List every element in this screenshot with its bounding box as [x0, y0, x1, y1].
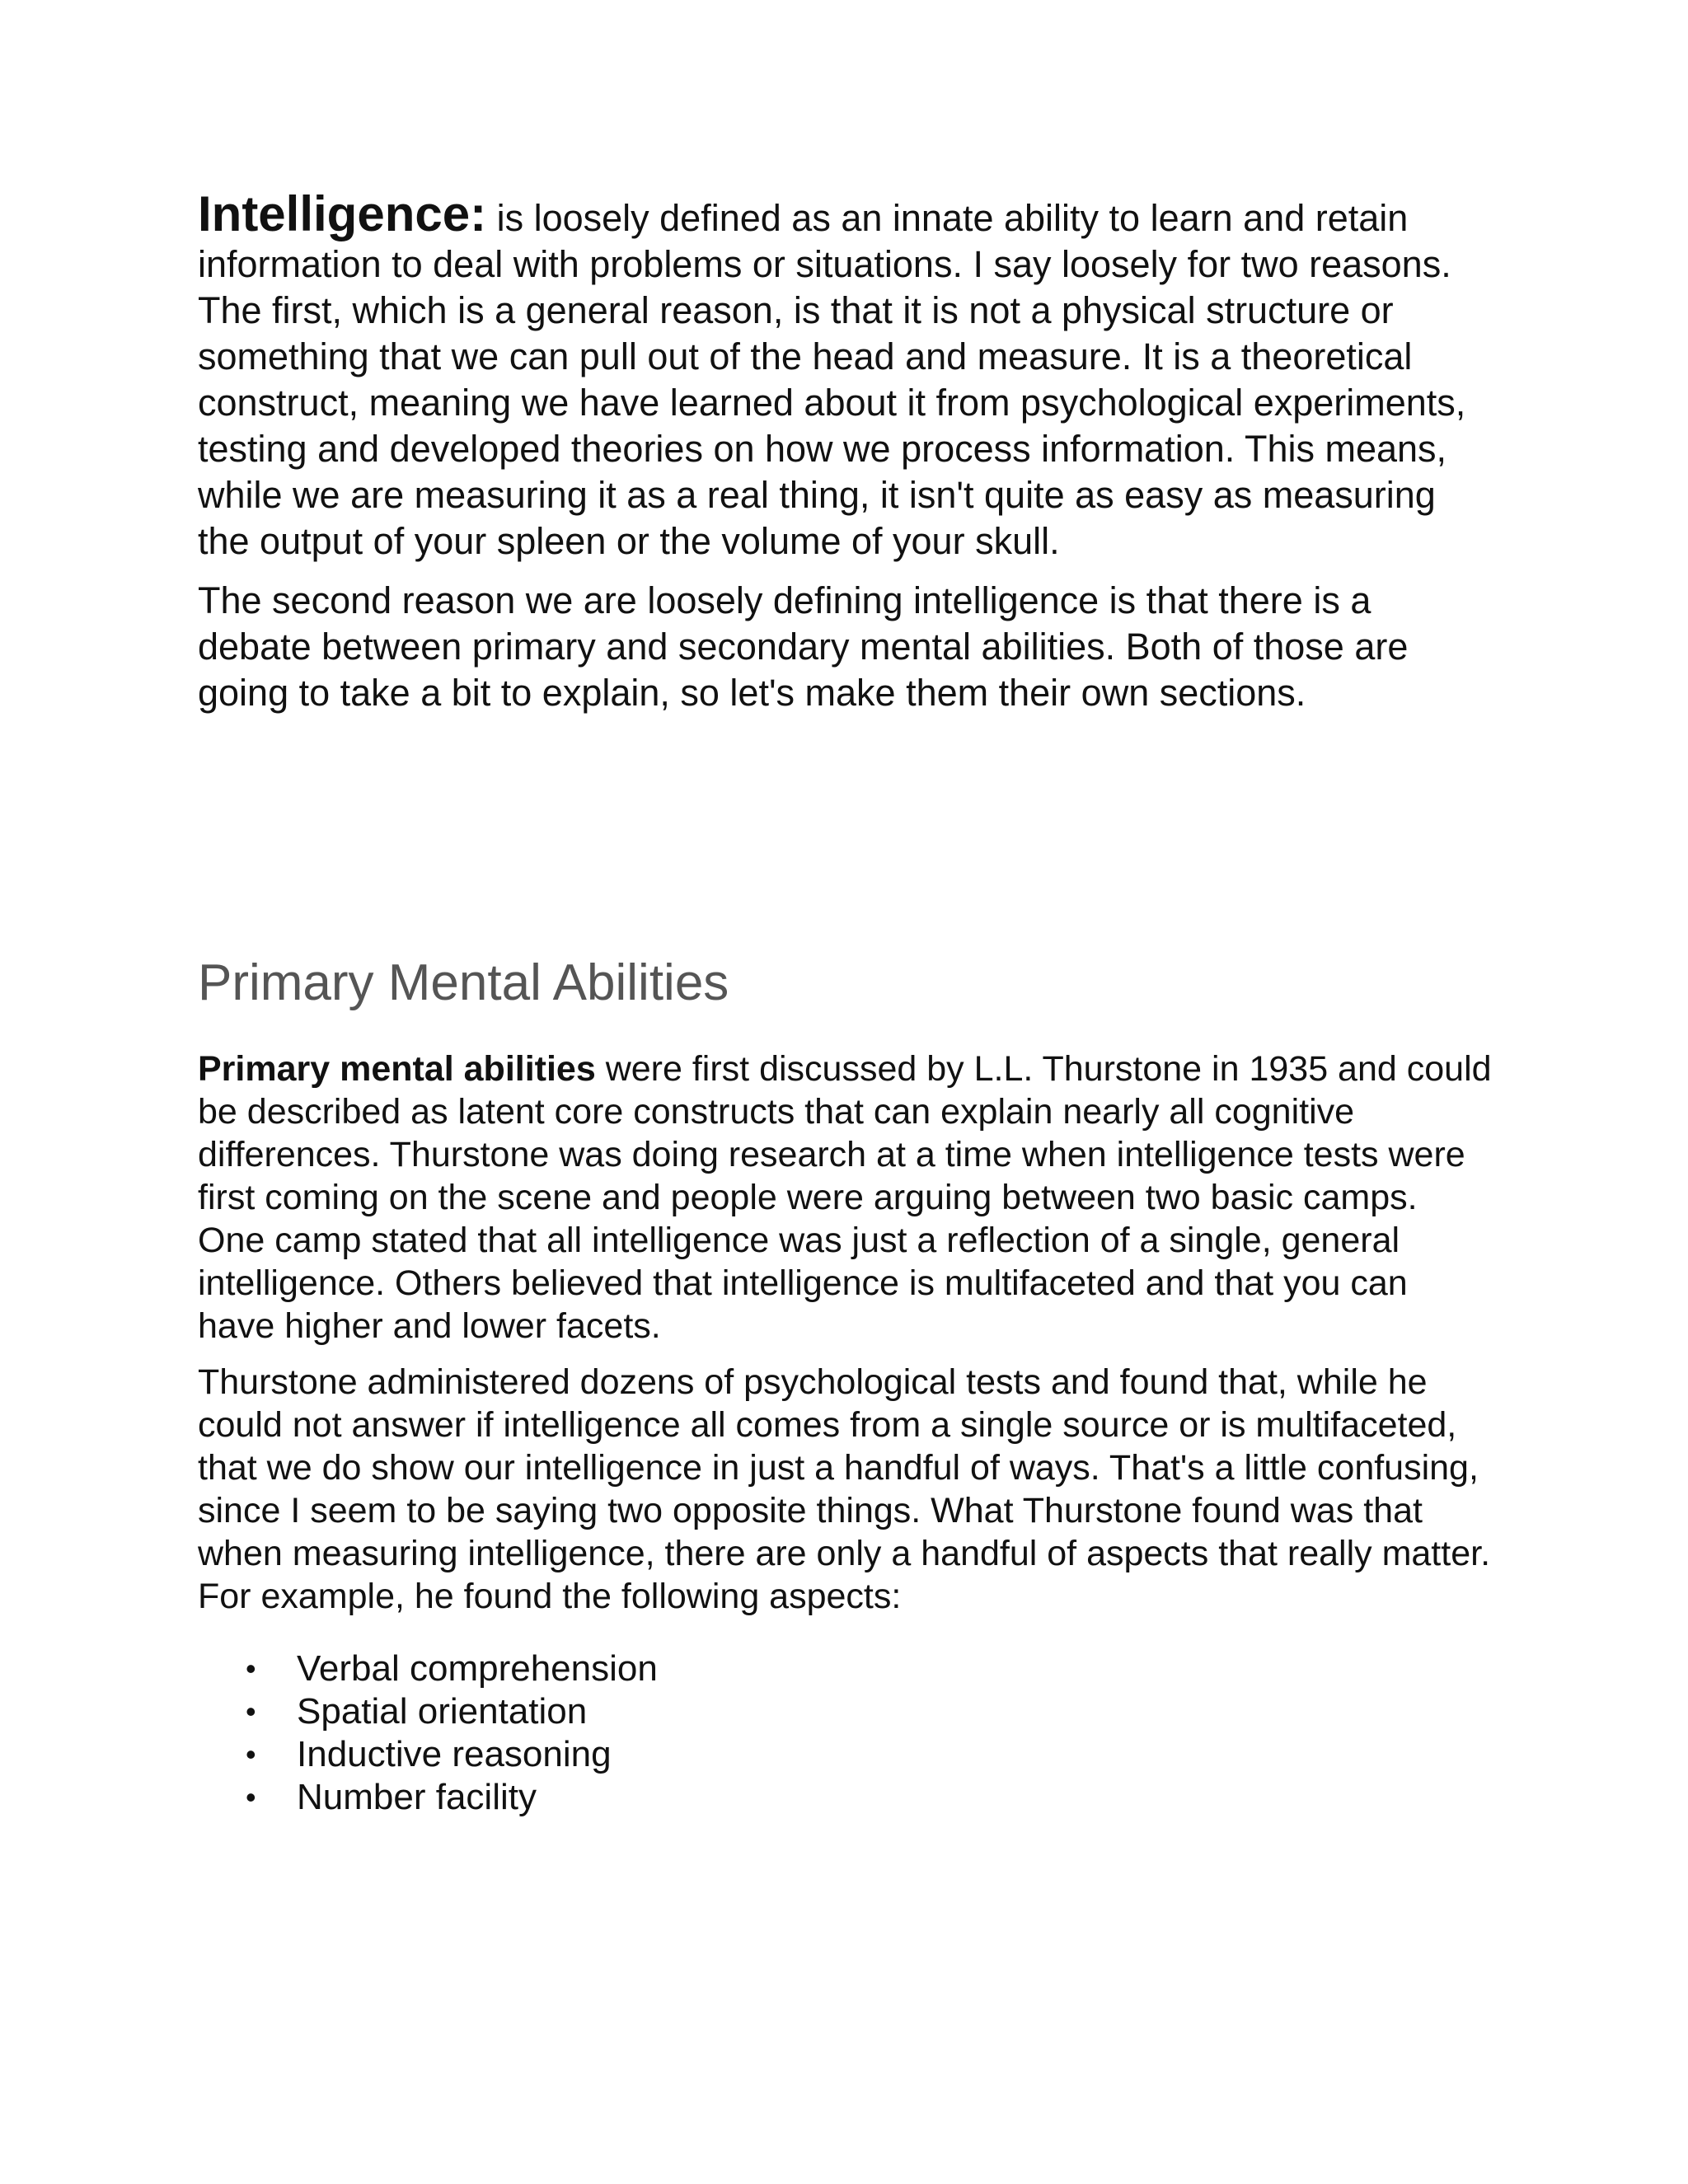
list-item-label: Verbal comprehension: [297, 1648, 658, 1689]
bullet-icon: •: [246, 1780, 256, 1814]
section-heading: Primary Mental Abilities: [198, 954, 729, 1011]
list-item-label: Spatial orientation: [297, 1691, 588, 1732]
intro-section: [198, 186, 1492, 716]
bullet-icon: •: [246, 1737, 256, 1771]
primary-section: [198, 1047, 1492, 1819]
list-item: [198, 1733, 1492, 1776]
list-item: [198, 1776, 1492, 1819]
bullet-icon: •: [246, 1652, 256, 1685]
primary-term: Primary mental abilities: [198, 1049, 596, 1089]
intro-definition: is loosely defined as an innate ability to learn and retain information to deal with problems or situations. I say loosely for two reasons. The first, which is a general reason, is that it is not a physical structure or something that we can pull out of the head and measure. It is a theoretical construct, meaning we have learned about it from psychological experiments, testing and developed theories on how we process information. This means, while we are measuring it as a real thing, it isn't quite as easy as measuring the output of your spleen or the volume of your skull.: [198, 197, 1466, 562]
primary-paragraph-2: Thurstone administered dozens of psychological tests and found that, while he could not answer if intelligence all comes from a single source or is multifaceted, that we do show our intelligence in just a handful of ways. That's a little confusing, since I seem to be saying two opposite things. What Thurstone found was that when measuring intelligence, there are only a handful of aspects that really matter. For example, he found the following aspects:: [198, 1362, 1491, 1616]
intro-paragraph-1: [198, 186, 1492, 565]
aspects-list: [198, 1647, 1492, 1819]
list-item-label: Inductive reasoning: [297, 1734, 612, 1774]
list-item: [198, 1690, 1492, 1733]
list-item-label: Number facility: [297, 1777, 537, 1817]
intro-term: Intelligence:: [198, 186, 487, 241]
list-item: [198, 1647, 1492, 1690]
primary-paragraph-1: [198, 1047, 1492, 1347]
primary-paragraph-1-text: were first discussed by L.L. Thurstone in 1935 and could be described as latent core constructs that can explain nearly all cognitive differences. Thurstone was doing research at a time when intelligence tests were first coming on the scene and people were arguing between two basic camps. One camp stated that all intelligence was just a reflection of a single, general intelligence. Others believed that intelligence is multifaceted and that you can have higher and lower facets.: [198, 1049, 1492, 1346]
document-page: [198, 186, 1492, 1819]
intro-paragraph-2: The second reason we are loosely defining intelligence is that there is a debate between primary and secondary mental abilities. Both of those are going to take a bit to explain, so let's make them their own sections.: [198, 579, 1409, 714]
bullet-icon: •: [246, 1694, 256, 1728]
